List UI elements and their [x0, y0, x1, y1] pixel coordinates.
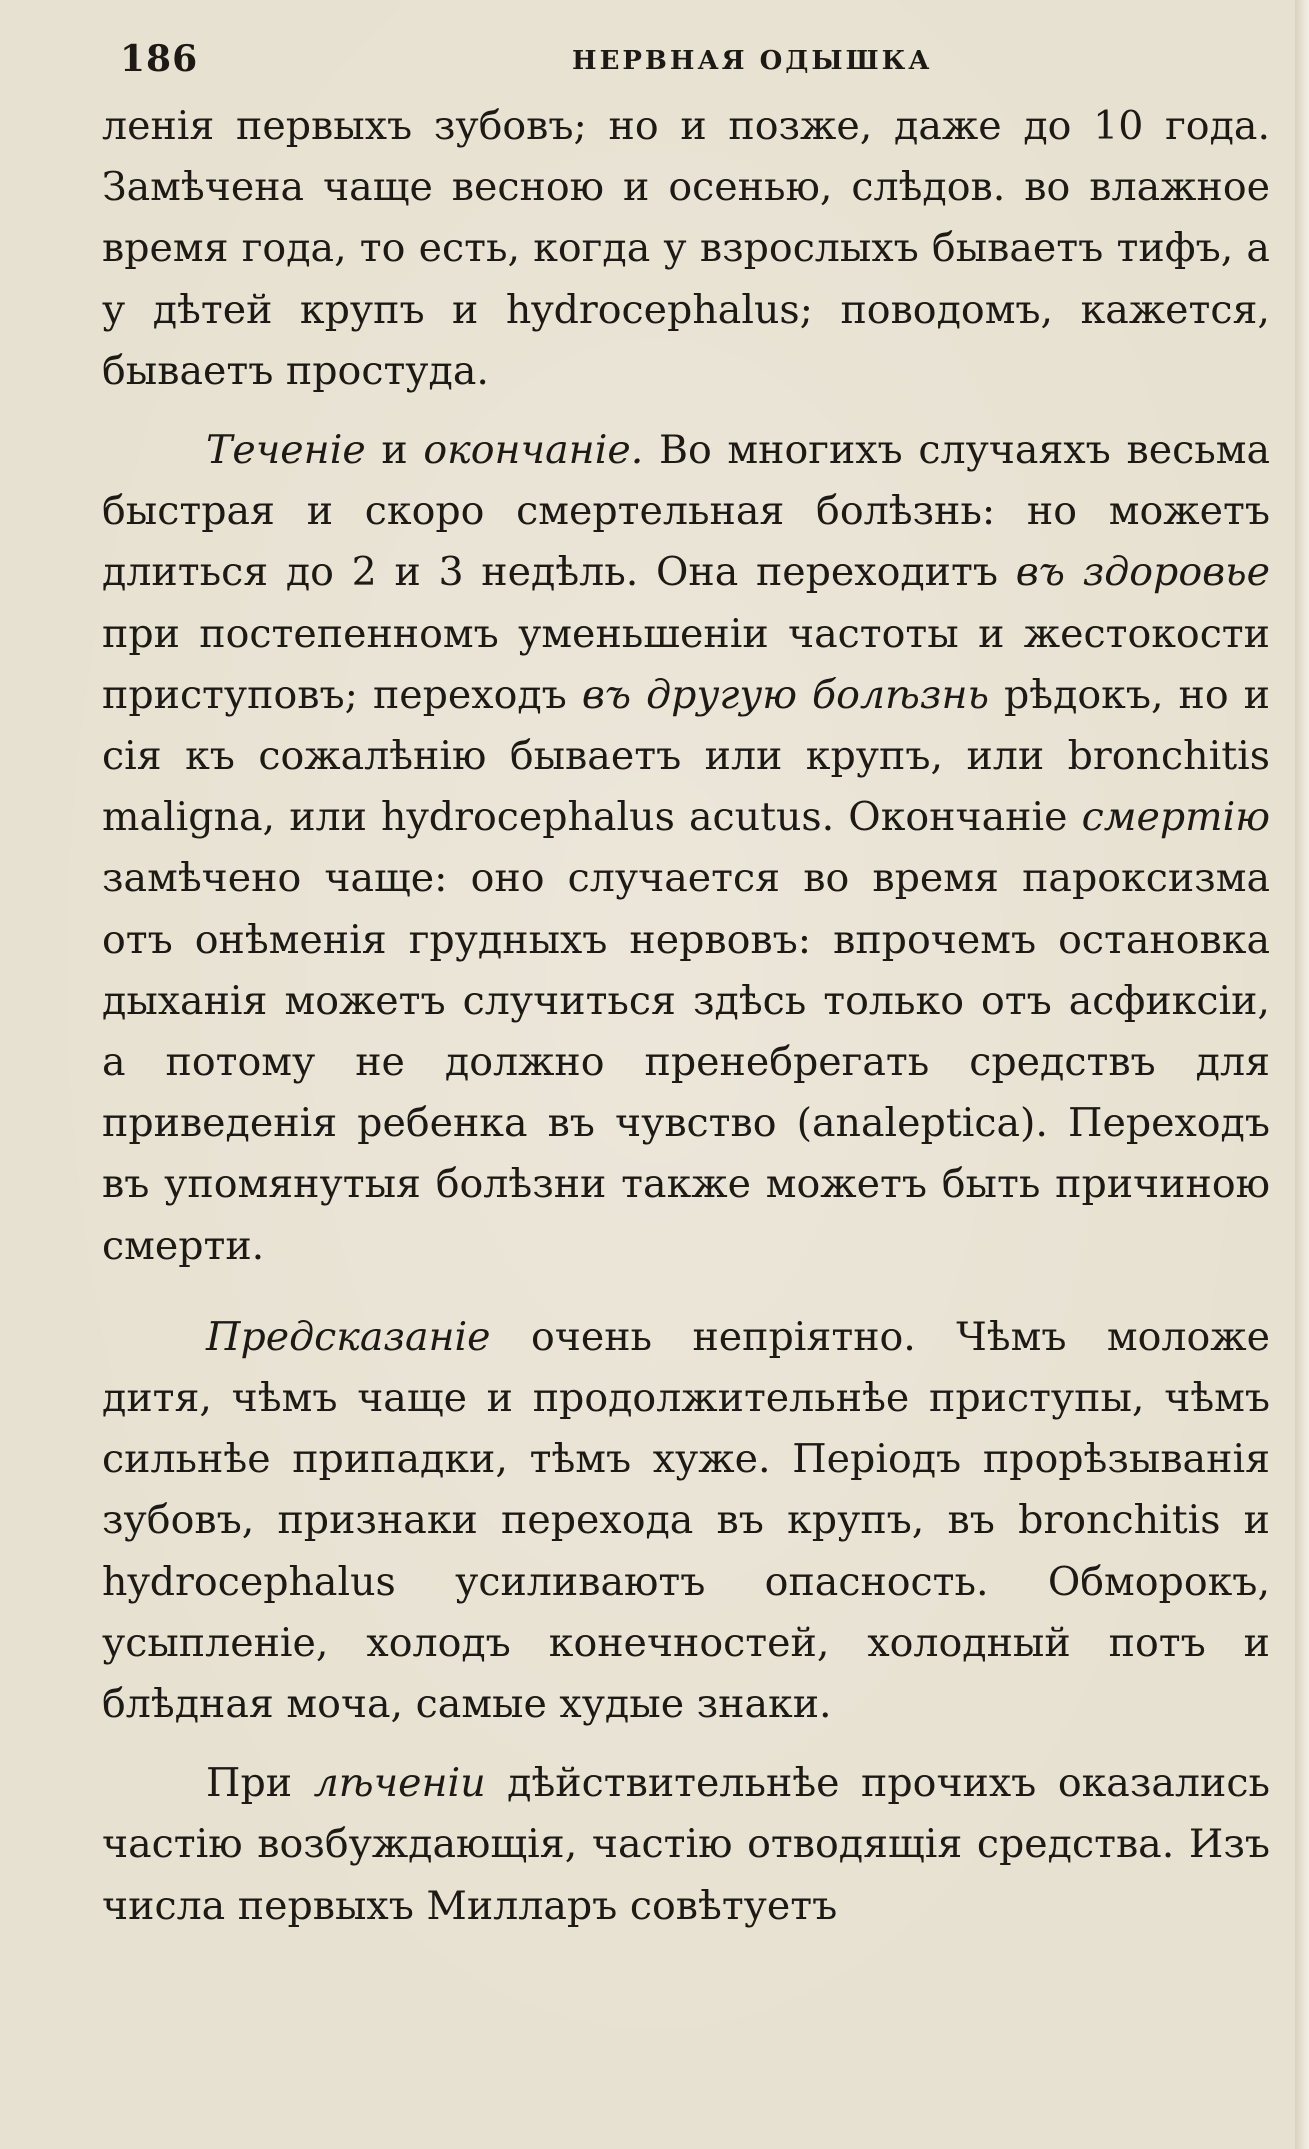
- paragraph-text: и: [365, 427, 424, 474]
- paragraph-1: [102, 96, 1270, 402]
- paragraph-text: При: [206, 1760, 314, 1807]
- paragraph-treatment: [102, 1753, 1270, 1937]
- emphasis-other-disease: въ другую болѣзнь: [581, 671, 989, 718]
- body-text: [102, 96, 1270, 1937]
- heading-term-course: Теченіе: [206, 427, 366, 474]
- emphasis-to-health: въ здоровье: [1015, 549, 1270, 596]
- paragraph-course-and-outcome: [102, 420, 1270, 1277]
- paragraph-text: дѣйствительнѣе прочихъ оказались частію возбуждающія, частію отводящія средства. Изъ числа первыхъ Милларъ совѣтуетъ: [102, 1760, 1270, 1929]
- paragraph-text: при постепенномъ уменьшеніи частоты и жестокости приступовъ; переходъ: [102, 610, 1270, 718]
- heading-term-treatment: лѣченіи: [313, 1760, 486, 1807]
- page-number: 186: [120, 38, 199, 80]
- heading-term-outcome: окончаніе.: [423, 427, 644, 474]
- paragraph-text: Во многихъ случаяхъ весьма быстрая и скоро смертельная болѣзнь: но можетъ длиться до 2 и 3 недѣль. Она переходитъ: [102, 427, 1270, 596]
- running-head: НЕРВНАЯ ОДЫШКА: [572, 46, 933, 76]
- paragraph-text: замѣчено чаще: оно случается во время пароксизма отъ онѣменія грудныхъ нервовъ: впрочемъ остановка дыханія можетъ случиться здѣсь только отъ асфиксіи, а потому не должно пренебрегать средствъ для приведенія ребенка въ чувство (analeptica). Переходъ въ упомянутыя болѣзни также можетъ быть причиною смерти.: [102, 855, 1270, 1269]
- emphasis-death: смертію: [1081, 794, 1270, 841]
- page-header: [102, 38, 1270, 96]
- paragraph-text: очень непріятно. Чѣмъ моложе дитя, чѣмъ чаще и продолжительнѣе приступы, чѣмъ сильнѣе припадки, тѣмъ хуже. Періодъ прорѣзыванія зубовъ, признаки перехода въ крупъ, въ bronchitis и hydrocephalus усиливаютъ опасность. Обморокъ, усыпленіе, холодъ конечностей, холодный потъ и блѣдная моча, самые худые знаки.: [102, 1313, 1270, 1728]
- heading-term-prognosis: Предсказаніе: [206, 1313, 491, 1360]
- paragraph-prognosis: [102, 1307, 1270, 1735]
- page-edge: [1295, 0, 1309, 2149]
- paragraph-text: ленія первыхъ зубовъ; но и позже, даже до 10 года. Замѣчена чаще весною и осенью, слѣдов. во влажное время года, то есть, когда у взрослыхъ бываетъ тифъ, а у дѣтей крупъ и hydrocephalus; поводомъ, кажется, бываетъ простуда.: [102, 103, 1270, 394]
- paragraph-text: рѣдокъ, но и сія къ сожалѣнію бываетъ или крупъ, или bronchitis maligna, или hydrocephalus acutus. Окончаніе: [102, 671, 1270, 841]
